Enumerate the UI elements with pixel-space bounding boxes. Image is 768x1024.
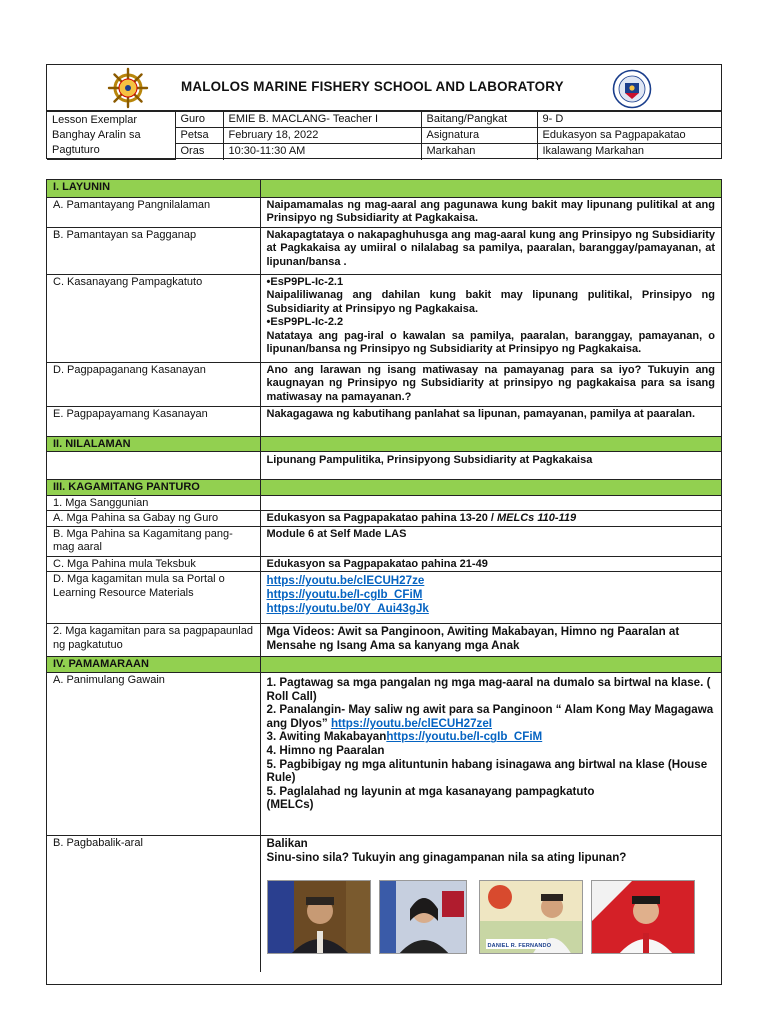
lesson-label: Lesson Exemplar Banghay Aralin sa Pagtuturo <box>47 112 175 160</box>
balikan-question: Sinu-sino sila? Tukuyin ang ginagampanan nila sa ating lipunan? <box>266 850 627 864</box>
list-item: 1. Pagtawag sa mga pangalan ng mga mag-aaral na dumalo sa birtwal na klase. ( Roll Call) <box>266 676 711 703</box>
section-heading: IV. PAMAMARAAN <box>47 657 260 673</box>
guro-label: Guro <box>175 112 223 128</box>
markahan-value: Ikalawang Markahan <box>537 144 721 160</box>
photo-strip <box>267 880 716 958</box>
guro-value: EMIE B. MACLANG- Teacher I <box>223 112 421 128</box>
table-row <box>47 526 721 556</box>
row-content: Naipamamalas ng mag-aaral ang pagunawa kung bakit may lipunang pulitikal at ang Prinsipyo ng Subsidiarity at Pagkakaisa. <box>260 197 721 227</box>
list-item: 5. Pagbibigay ng mga alituntunin habang isinagawa ang birtwal na klase (House Rule) <box>266 757 708 785</box>
balikan-title: Balikan <box>266 837 308 851</box>
row-label: B. Pamantayan sa Pagganap <box>47 227 260 274</box>
row-label: 1. Mga Sanggunian <box>47 495 260 511</box>
row-label: B. Mga Pahina sa Kagamitang pang-mag aaral <box>47 526 260 556</box>
resource-link[interactable]: https://youtu.be/I-cgIb_CFiM <box>266 588 423 602</box>
section-heading: II. NILALAMAN <box>47 436 260 452</box>
oras-value: 10:30-11:30 AM <box>223 144 421 160</box>
row-content <box>260 673 721 836</box>
table-row <box>47 511 721 527</box>
table-row <box>47 495 721 511</box>
official-photo-4 <box>591 880 695 954</box>
row-label: A. Mga Pahina sa Gabay ng Guro <box>47 511 260 527</box>
section-nilalaman-row <box>47 436 721 452</box>
list-item: 5. Paglalahad ng layunin at mga kasanayang pampagkatuto <box>266 784 595 798</box>
section-heading: I. LAYUNIN <box>47 180 260 197</box>
anthem-link[interactable]: https://youtu.be/I-cgIb_CFiM <box>386 730 543 744</box>
row-label: D. Pagpapaganang Kasanayan <box>47 362 260 406</box>
row-label-blank <box>47 452 260 480</box>
row-content: Module 6 at Self Made LAS <box>260 526 721 556</box>
official-photo-3 <box>479 880 583 954</box>
lesson-plan-table <box>46 179 722 985</box>
petsa-label: Petsa <box>175 128 223 144</box>
school-name: MALOLOS MARINE FISHERY SCHOOL AND LABORATORY <box>181 79 564 94</box>
list-item-text: 2. Panalangin- May saliw ng awit para sa Panginoon “ Alam Kong May Magagawa ang DIyos” <box>266 703 714 730</box>
section-heading: III. KAGAMITANG PANTURO <box>47 480 260 496</box>
petsa-value: February 18, 2022 <box>223 128 421 144</box>
row-label: C. Mga Pahina mula Teksbuk <box>47 556 260 572</box>
ship-wheel-logo-icon <box>107 67 149 109</box>
section-kagamitan-row <box>47 480 721 496</box>
row-content <box>260 836 721 972</box>
row-label: E. Pagpapayamang Kasanayan <box>47 406 260 436</box>
section-heading-blank <box>260 480 721 496</box>
list-item-text: 3. Awiting Makabayan <box>266 730 387 744</box>
table-row <box>47 572 721 624</box>
oras-label: Oras <box>175 144 223 160</box>
list-item <box>267 730 716 744</box>
table-row <box>47 556 721 572</box>
competency-text: Naipaliliwanag ang dahilan kung bakit may lipunang pulitikal, Prinsipyo ng Subsidiarity at Prinsipyo ng Pagkakaisa. <box>266 289 715 315</box>
table-row <box>47 452 721 480</box>
deped-seal-icon <box>611 69 653 109</box>
table-row <box>47 197 721 227</box>
competency-text: Natataya ang pag-iral o kawalan sa pamilya, paaralan, baranggay, pamayanan, o lipunan/bansa ng Prinsipyo ng Subsidiarity at Prinsipyo ng Pagkakaisa. <box>266 329 715 356</box>
table-row <box>47 836 721 972</box>
row-content: Nakagagawa ng kabutihang panlahat sa lipunan, pamayanan, pamilya at paaralan. <box>260 406 721 436</box>
prayer-song-link[interactable]: https://youtu.be/clECUH27zeI <box>330 716 492 730</box>
asignatura-value: Edukasyon sa Pagpapakatao <box>537 128 721 144</box>
table-row <box>47 274 721 362</box>
row-content: Ano ang larawan ng isang matiwasay na pamayanag para sa iyo? Tukuyin ang kaugnayan ng Prinsipyo ng Subsidiarity at prinsipyo ng pagkakaisa para sa isang matiwasay na pamayanan.? <box>260 362 721 406</box>
gabay-text: Edukasyon sa Pagpapakatao pahina 13-20 / <box>266 512 497 525</box>
list-item <box>267 703 716 730</box>
table-row <box>47 362 721 406</box>
table-row <box>47 673 721 836</box>
table-row <box>47 624 721 657</box>
official-photo-2 <box>379 880 467 954</box>
person-portrait-icon <box>268 881 371 954</box>
baitang-value: 9- D <box>537 112 721 128</box>
section-heading-blank <box>260 436 721 452</box>
row-label: A. Pamantayang Pangnilalaman <box>47 197 260 227</box>
resource-link[interactable]: https://youtu.be/clECUH27ze <box>266 574 425 588</box>
section-heading-blank <box>260 657 721 673</box>
person-portrait-icon <box>380 881 467 954</box>
resource-link[interactable]: https://youtu.be/0Y_Aui43gJk <box>266 601 429 615</box>
row-content: Edukasyon sa Pagpapakatao pahina 21-49 <box>260 556 721 572</box>
melcs-text: MELCs 110-119 <box>496 512 577 525</box>
list-item: 4. Himno ng Paaralan <box>266 744 385 758</box>
table-row <box>47 227 721 274</box>
row-content <box>260 511 721 527</box>
row-label: B. Pagbabalik-aral <box>47 836 260 972</box>
photo-caption: DANIEL R. FERNANDO <box>487 943 552 950</box>
asignatura-label: Asignatura <box>421 128 537 144</box>
row-content: Nakapagtataya o nakapaghuhusga ang mag-aaral kung ang Prinsipyo ng Subsidiarity at Pagkakaisa ay umiiral o nilalabag sa pamilya, paaralan, baranggay/pamayanan, at lipunan/bansa . <box>260 227 721 274</box>
markahan-label: Markahan <box>421 144 537 160</box>
person-portrait-icon <box>592 881 695 954</box>
row-content <box>260 572 721 624</box>
row-content: Lipunang Pampulitika, Prinsipyong Subsidiarity at Pagkakaisa <box>260 452 721 480</box>
official-photo-1 <box>267 880 371 954</box>
row-label: C. Kasanayang Pampagkatuto <box>47 274 260 362</box>
row-content <box>260 274 721 362</box>
section-layunin-row <box>47 180 721 197</box>
section-heading-blank <box>260 180 721 197</box>
competency-code: •EsP9PL-Ic-2.1 <box>266 275 344 288</box>
list-item: (MELCs) <box>266 798 314 812</box>
table-row <box>47 406 721 436</box>
row-content-blank <box>260 495 721 511</box>
row-label: 2. Mga kagamitan para sa pagpapaunlad ng pagkatutuo <box>47 624 260 657</box>
header-info-table <box>47 111 721 160</box>
competency-code: •EsP9PL-Ic-2.2 <box>266 316 344 329</box>
row-content: Mga Videos: Awit sa Panginoon, Awiting Makabayan, Himno ng Paaralan at Mensahe ng Isang Ama sa kanyang mga Anak <box>260 624 721 657</box>
document-header <box>46 64 722 159</box>
header-row-guro <box>47 112 721 128</box>
section-pamamaraan-row <box>47 657 721 673</box>
row-label: A. Panimulang Gawain <box>47 673 260 836</box>
baitang-label: Baitang/Pangkat <box>421 112 537 128</box>
row-label: D. Mga kagamitan mula sa Portal o Learning Resource Materials <box>47 572 260 624</box>
header-title-row <box>47 65 721 111</box>
